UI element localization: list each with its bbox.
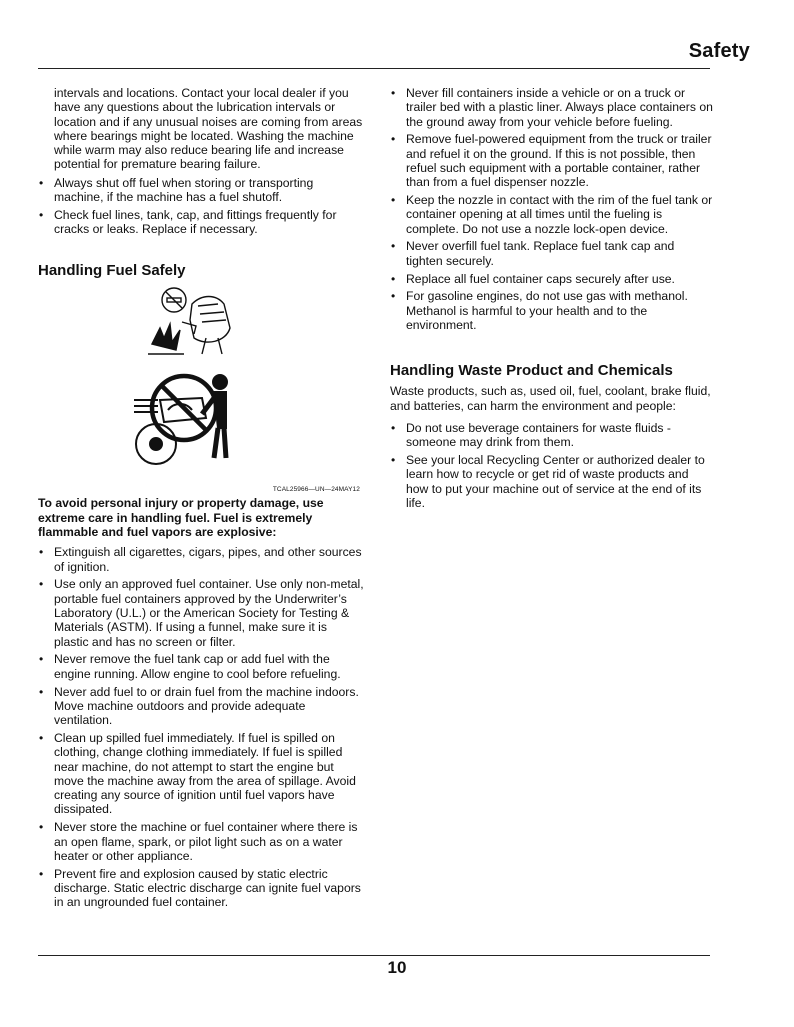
list-item: • Check fuel lines, tank, cap, and fittings frequently for cracks or leaks. Replace if necessary. <box>38 208 364 237</box>
list-item: • Keep the nozzle in contact with the rim of the fuel tank or container opening at all times until the fueling is complete. Do not use a nozzle lock-open device. <box>390 193 714 236</box>
continued-bullet-list <box>38 176 364 237</box>
list-item: • Replace all fuel container caps securely after use. <box>390 272 714 286</box>
page-title: Safety <box>688 40 750 62</box>
no-smoking-fueling-illustration <box>146 284 238 356</box>
section-heading-fuel: Handling Fuel Safely <box>38 262 186 280</box>
list-item: • See your local Recycling Center or authorized dealer to learn how to recycle or get rid of waste products and how to put your machine out of service at the end of its life. <box>390 453 714 510</box>
list-item: • Never fill containers inside a vehicle or on a truck or trailer bed with a plastic liner. Always place containers on the ground away from your vehicle before fueling. <box>390 86 714 129</box>
list-item: • Prevent fire and explosion caused by static electric discharge. Static electric discharge can ignite fuel vapors in an ungrounded fuel container. <box>38 867 364 910</box>
list-item: • Never store the machine or fuel container where there is an open flame, spark, or pilot light such as on a water heater or other appliance. <box>38 820 364 863</box>
figure-caption: TCAL25966—UN—24MAY12 <box>272 486 360 494</box>
header-rule <box>38 68 710 69</box>
page-number: 10 <box>387 958 407 977</box>
fuel-safety-figure <box>38 280 364 496</box>
waste-bullet-list <box>390 421 714 510</box>
waste-intro: Waste products, such as, used oil, fuel, coolant, brake fluid, and batteries, can harm the environment and people: <box>390 384 711 413</box>
list-item: • Never remove the fuel tank cap or add fuel with the engine running. Allow engine to cool before refueling. <box>38 652 364 681</box>
left-column <box>38 86 364 913</box>
footer-rule <box>38 955 710 956</box>
list-item: • Never add fuel to or drain fuel from the machine indoors. Move machine outdoors and provide adequate ventilation. <box>38 685 364 728</box>
fuel-warning: To avoid personal injury or property damage, use extreme care in handling fuel. Fuel is extremely flammable and fuel vapors are explosive: <box>38 496 324 540</box>
fuel-bullet-list <box>38 545 364 909</box>
list-item: • Never overfill fuel tank. Replace fuel tank cap and tighten securely. <box>390 239 714 268</box>
list-item: • Extinguish all cigarettes, cigars, pipes, and other sources of ignition. <box>38 545 364 574</box>
no-refuel-prohibition-illustration <box>134 370 242 478</box>
right-column <box>390 86 714 514</box>
list-item: • Use only an approved fuel container. Use only non-metal, portable fuel containers approved by the Underwriter’s Laboratory (U.L.) or the American Society for Testing & Materials (ASTM). If using a funnel, make sure it is plastic and has no screen or filter. <box>38 577 364 648</box>
list-item: • Clean up spilled fuel immediately. If fuel is spilled on clothing, change clothing immediately. If fuel is spilled near machine, do not attempt to start the engine but move the machine away from the area of spillage. Avoid creating any source of ignition until fuel vapors have dissipated. <box>38 731 364 817</box>
fuel-bullet-list-continued <box>390 86 714 332</box>
list-item: • Remove fuel-powered equipment from the truck or trailer and refuel it on the ground. If this is not possible, then refuel such equipment with a portable container, rather than from a fuel dispenser nozzle. <box>390 132 714 189</box>
section-heading-waste: Handling Waste Product and Chemicals <box>390 362 673 380</box>
list-item: • Do not use beverage containers for waste fluids - someone may drink from them. <box>390 421 714 450</box>
list-item: • Always shut off fuel when storing or transporting machine, if the machine has a fuel shutoff. <box>38 176 364 205</box>
continued-paragraph: intervals and locations. Contact your local dealer if you have any questions about the lubrication intervals or location and if any unusual noises are coming from areas where bearings might be located. Washing the machine while warm may also reduce bearing life and increase potential for premature bearing failure. <box>54 86 363 172</box>
list-item: • For gasoline engines, do not use gas with methanol. Methanol is harmful to your health and to the environment. <box>390 289 714 332</box>
